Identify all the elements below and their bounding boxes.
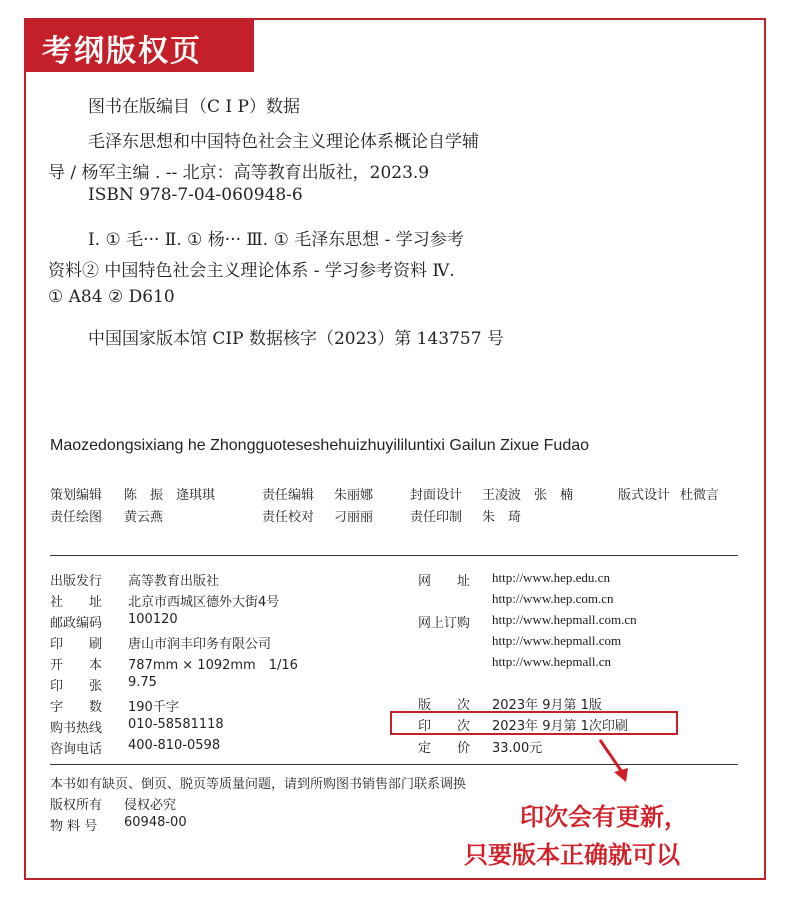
cip-title-line1: 毛泽东思想和中国特色社会主义理论体系概论自学辅 [88, 132, 479, 152]
pub-value: 9.75 [128, 675, 157, 690]
pub-label: 开 本 [50, 658, 103, 673]
cip-title-line2: 导 / 杨军主编 . -- 北京：高等教育出版社，2023.9 [48, 163, 430, 183]
staff-value: 朱丽娜 [334, 488, 374, 503]
annotation-line1: 印次会有更新， [520, 803, 688, 831]
header-banner [24, 18, 254, 72]
pub-label: 邮政编码 [50, 616, 103, 631]
pub-label: 社 址 [50, 595, 103, 610]
divider [50, 555, 738, 556]
staff-label: 责任编辑 [262, 488, 315, 503]
staff-label: 责任校对 [262, 510, 315, 525]
annotation-line2: 只要版本正确就可以 [464, 841, 680, 869]
item-value: 60948-00 [124, 815, 187, 830]
staff-label: 封面设计 [410, 488, 463, 503]
staff-label: 版式设计 [618, 488, 671, 503]
pub-label: 购书热线 [50, 721, 103, 736]
print-highlight-box [390, 711, 678, 735]
staff-value: 黄云燕 [124, 510, 164, 525]
arrow-icon [596, 738, 636, 784]
staff-label: 责任绘图 [50, 510, 103, 525]
cip-heading: 图书在版编目（C I P）数据 [88, 97, 300, 117]
shop-url-3[interactable]: http://www.hepmall.cn [492, 654, 612, 669]
edition-label: 版 次 [418, 698, 471, 713]
pub-label: 印 刷 [50, 637, 103, 652]
web-url-2[interactable]: http://www.hep.com.cn [492, 591, 614, 606]
staff-value: 朱 琦 [482, 510, 522, 525]
staff-label: 策划编辑 [50, 488, 103, 503]
banner-title: 考纲版权页 [42, 34, 202, 69]
price-label: 定 价 [418, 741, 471, 756]
rights-value: 侵权必究 [124, 798, 177, 813]
cip-record: 中国国家版本馆 CIP 数据核字（2023）第 143757 号 [88, 329, 504, 349]
staff-value: 刁丽丽 [334, 510, 374, 525]
shop-url-1[interactable]: http://www.hepmall.com.cn [492, 612, 637, 627]
cip-isbn: ISBN 978-7-04-060948-6 [88, 185, 303, 205]
pub-value: 100120 [128, 612, 178, 627]
web-label: 网 址 [418, 574, 471, 589]
pub-value: 北京市西城区德外大街4号 [128, 595, 280, 610]
pub-label: 字 数 [50, 700, 103, 715]
print-value: 2023年 9月第 1次印刷 [492, 719, 628, 734]
edition-value: 2023年 9月第 1版 [492, 698, 602, 713]
cip-class-line3: ① A84 ② D610 [48, 287, 175, 307]
pub-value: 唐山市润丰印务有限公司 [128, 637, 272, 652]
pub-value: 787mm × 1092mm 1/16 [128, 658, 298, 673]
staff-value: 王凌波 张 楠 [482, 488, 574, 503]
pub-value: 010-58581118 [128, 717, 224, 732]
pub-label: 印 张 [50, 679, 103, 694]
cip-class-line2: 资料② 中国特色社会主义理论体系 - 学习参考资料 Ⅳ. [48, 261, 455, 281]
price-value: 33.00元 [492, 741, 543, 756]
staff-label: 责任印制 [410, 510, 463, 525]
quality-notice: 本书如有缺页、倒页、脱页等质量问题，请到所购图书销售部门联系调换 [50, 777, 467, 792]
staff-value: 陈 振 逄琪琪 [124, 488, 216, 503]
web-url-1[interactable]: http://www.hep.edu.cn [492, 570, 610, 585]
shop-label: 网上订购 [418, 616, 471, 631]
rights-label: 版权所有 [50, 798, 103, 813]
staff-value: 杜微言 [680, 488, 720, 503]
shop-url-2[interactable]: http://www.hepmall.com [492, 633, 622, 648]
pub-label: 咨询电话 [50, 742, 103, 757]
pub-value: 190千字 [128, 700, 179, 715]
cip-class-line1: Ⅰ. ① 毛··· Ⅱ. ① 杨··· Ⅲ. ① 毛泽东思想 - 学习参考 [88, 230, 464, 250]
item-label: 物 料 号 [50, 819, 98, 834]
pub-value: 高等教育出版社 [128, 574, 220, 589]
pub-value: 400-810-0598 [128, 738, 221, 753]
english-title: Maozedongsixiang he Zhongguoteseshehuizhuyililuntixi Gailun Zixue Fudao [50, 437, 590, 454]
pub-label: 出版发行 [50, 574, 103, 589]
print-label: 印 次 [418, 719, 471, 734]
